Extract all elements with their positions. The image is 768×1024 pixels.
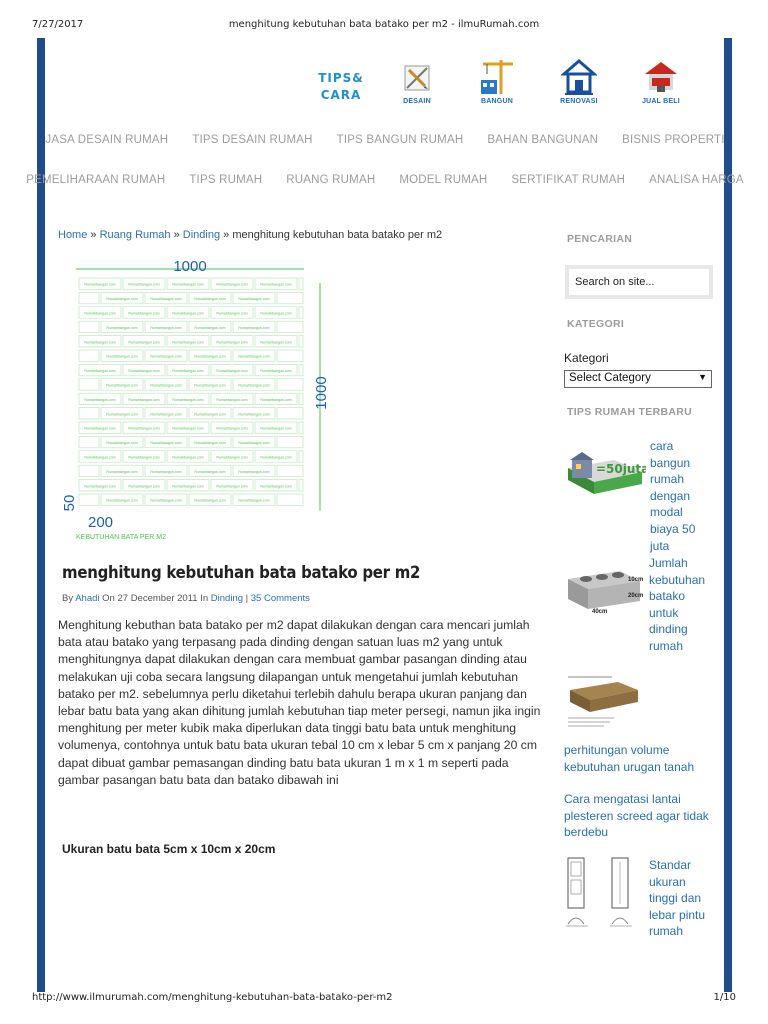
sidebar-post-title-3: perhitungan volume kebutuhan urugan tanah <box>564 743 695 774</box>
brick-label: Rumahbangun.com <box>172 340 204 345</box>
menu-item-ruang-rumah[interactable]: RUANG RUMAH <box>286 174 376 186</box>
brick-label: Rumahbangun.com <box>84 397 116 402</box>
brick <box>277 379 303 390</box>
brick-wall-svg <box>58 255 338 550</box>
brick <box>79 350 99 361</box>
header-link-desain[interactable] <box>392 58 442 110</box>
brick <box>277 321 303 332</box>
diagram-caption: KEBUTUHAN BATA PER M2 <box>76 534 166 541</box>
brick-rows <box>79 278 303 505</box>
brick-label: Rumahbangun.com <box>260 426 292 431</box>
brick-label: Rumahbangun.com <box>106 354 138 359</box>
brick-wall-diagram <box>58 255 338 550</box>
brick-label: Rumahbangun.com <box>238 354 270 359</box>
sidebar-post-title-5: Standar ukuran tinggi dan lebar pintu rumah <box>649 858 706 939</box>
logo-line-1: TIPS& <box>318 71 364 85</box>
header-link-jual-beli[interactable] <box>636 58 686 110</box>
brick-label: Rumahbangun.com <box>106 498 138 503</box>
brick-label: Rumahbangun.com <box>260 340 292 345</box>
menu-item-model-rumah[interactable]: MODEL RUMAH <box>399 174 488 186</box>
thumb-dim-20cm: 20cm <box>628 593 644 599</box>
brick-label: Rumahbangun.com <box>128 426 160 431</box>
menu-item-jasa-desain-rumah[interactable]: JASA DESAIN RUMAH <box>45 134 169 146</box>
menu-item-bahan-bangunan[interactable]: BAHAN BANGUNAN <box>487 134 599 146</box>
brick <box>299 480 303 491</box>
dropdown-arrow-icon: ▼ <box>698 372 707 382</box>
post-body: Menghitung kebuthan bata batako per m2 dapat dilakukan dengan cara mencari jumlah bata atau batako yang terpasang pada dinding dengan satuan luas m2 yang untuk menghitungnya dapat dilakukan dengan cara membuat gambar pasangan dinding atau melakukan uji coba secara langsung dilapangan untuk mengetahui jumlah kebutuhan batako per m2. sebelumnya perlu diketahui terlebih dahulu berapa ukuran panjang dan lebar batu bata yang akan dihitung jumlah kebutuhan tiap meter persegi, namun jika ingin menghitung per meter kubik maka diperlukan data tinggi batu bata untuk menghitung volumenya, contohnya untuk batu bata ukuran tebal 10 cm x lebar 5 cm x panjang 20 cm dapat dibuat gambar pemasangan dinding batu bata ukuran 1 m x 1 m seperti pada gambar pasangan batu bata dan batako dibawah ini <box>58 618 541 787</box>
house-sale-icon <box>643 58 679 96</box>
brick-label: Rumahbangun.com <box>260 484 292 489</box>
brick-label: Rumahbangun.com <box>216 484 248 489</box>
brick-label: Rumahbangun.com <box>172 455 204 460</box>
brick-label: Rumahbangun.com <box>84 484 116 489</box>
brick-label: Rumahbangun.com <box>194 498 226 503</box>
brick-label: Rumahbangun.com <box>260 397 292 402</box>
breadcrumb <box>58 229 442 241</box>
top-dimension-label: 1000 <box>173 258 207 275</box>
post-title: menghitung kebutuhan bata batako per m2 <box>62 563 421 583</box>
brick-label: Rumahbangun.com <box>194 469 226 474</box>
print-date: 7/27/2017 <box>32 19 84 30</box>
post-thumb-house-50juta[interactable] <box>564 438 646 498</box>
brick-label: Rumahbangun.com <box>216 369 248 374</box>
sidebar-post-link-4[interactable] <box>564 791 714 841</box>
breadcrumb-home-link[interactable]: Home <box>58 229 88 241</box>
breadcrumb-separator: » <box>90 229 97 241</box>
brick <box>299 364 303 375</box>
print-page-number: 1/10 <box>713 992 736 1003</box>
brick <box>299 451 303 462</box>
brick-label: Rumahbangun.com <box>128 340 160 345</box>
menu-item-tips-rumah[interactable]: TIPS RUMAH <box>189 174 263 186</box>
brick-label: Rumahbangun.com <box>128 455 160 460</box>
thumb-dim-10cm: 10cm <box>628 577 644 583</box>
brick-label: Rumahbangun.com <box>84 369 116 374</box>
brick <box>277 436 303 447</box>
brick <box>299 393 303 404</box>
brick-label: Rumahbangun.com <box>172 311 204 316</box>
brick-label: Rumahbangun.com <box>84 455 116 460</box>
brick-label: Rumahbangun.com <box>194 354 226 359</box>
brick-label: Rumahbangun.com <box>84 282 116 287</box>
sidebar-post-link-2[interactable] <box>649 555 715 655</box>
brick-label: Rumahbangun.com <box>194 297 226 302</box>
brick-label: Rumahbangun.com <box>128 311 160 316</box>
brick-label: Rumahbangun.com <box>172 369 204 374</box>
menu-item-sertifikat-rumah[interactable]: SERTIFIKAT RUMAH <box>511 174 626 186</box>
brick <box>277 465 303 476</box>
category-select[interactable] <box>564 370 712 388</box>
breadcrumb-current: menghitung kebutuhan bata batako per m2 <box>232 229 443 241</box>
brick-label: Rumahbangun.com <box>172 282 204 287</box>
meta-by: By <box>62 593 74 604</box>
header-label-bangun: BANGUN <box>481 98 513 105</box>
main-menu-row-2 <box>26 174 744 186</box>
breadcrumb-dinding-link[interactable]: Dinding <box>182 229 221 241</box>
brick-label: Rumahbangun.com <box>260 455 292 460</box>
brick-label: Rumahbangun.com <box>172 426 204 431</box>
brick-label: Rumahbangun.com <box>106 297 138 302</box>
search-box <box>565 265 713 299</box>
brick-label: Rumahbangun.com <box>216 426 248 431</box>
sidebar-post-link-1a[interactable] <box>650 438 714 554</box>
brick-label: Rumahbangun.com <box>150 441 182 446</box>
brick <box>79 292 99 303</box>
brick <box>79 408 99 419</box>
brick-label: Rumahbangun.com <box>84 311 116 316</box>
header-label-renovasi: RENOVASI <box>560 98 598 105</box>
header-label-desain: DESAIN <box>403 98 431 105</box>
post-thumb-pintu[interactable] <box>564 856 644 936</box>
brick-label: Rumahbangun.com <box>106 325 138 330</box>
sidebar-post-link-3[interactable] <box>564 742 714 775</box>
brick-label: Rumahbangun.com <box>106 412 138 417</box>
print-url: http://www.ilmurumah.com/menghitung-kebutuhan-bata-batako-per-m2 <box>32 992 393 1003</box>
brick-label: Rumahbangun.com <box>150 412 182 417</box>
comments-link[interactable]: 35 Comments <box>250 593 310 604</box>
left-dimension-label: 50 <box>61 494 78 512</box>
brick-label: Rumahbangun.com <box>238 325 270 330</box>
brick-label: Rumahbangun.com <box>238 498 270 503</box>
brick-label: Rumahbangun.com <box>216 340 248 345</box>
post-thumb-urugan-tanah[interactable] <box>564 672 644 730</box>
brick-label: Rumahbangun.com <box>238 469 270 474</box>
brick <box>299 422 303 433</box>
right-dimension-label: 1000 <box>313 376 330 410</box>
brick-label: Rumahbangun.com <box>238 383 270 388</box>
brick-label: Rumahbangun.com <box>216 282 248 287</box>
search-widget-title: PENCARIAN <box>567 233 633 245</box>
brick-label: Rumahbangun.com <box>128 397 160 402</box>
brick-label: Rumahbangun.com <box>84 426 116 431</box>
crane-icon <box>479 58 515 96</box>
site-logo[interactable] <box>316 70 366 104</box>
brick-label: Rumahbangun.com <box>128 484 160 489</box>
brick <box>79 494 99 505</box>
menu-item-analisa-harga[interactable]: ANALISA HARGA <box>649 174 744 186</box>
brick <box>299 307 303 318</box>
brick-label: Rumahbangun.com <box>238 297 270 302</box>
brick <box>277 292 303 303</box>
brick-label: Rumahbangun.com <box>216 397 248 402</box>
brick-label: Rumahbangun.com <box>216 311 248 316</box>
author-link[interactable]: Ahadi <box>75 593 100 604</box>
brick <box>79 321 99 332</box>
brick-label: Rumahbangun.com <box>238 441 270 446</box>
brick-label: Rumahbangun.com <box>150 383 182 388</box>
menu-item-bisnis-properti[interactable]: BISNIS PROPERTI <box>622 134 725 146</box>
brick-label: Rumahbangun.com <box>172 484 204 489</box>
print-header <box>0 19 768 33</box>
menu-item-tips-bangun-rumah[interactable]: TIPS BANGUN RUMAH <box>336 134 464 146</box>
brick-label: Rumahbangun.com <box>128 282 160 287</box>
brick-label: Rumahbangun.com <box>128 369 160 374</box>
thumb-price-label: =50juta <box>596 462 646 476</box>
breadcrumb-ruang-rumah-link[interactable]: Ruang Rumah <box>99 229 171 241</box>
brick-label: Rumahbangun.com <box>84 340 116 345</box>
logo-line-2: CARA <box>320 88 362 102</box>
pencil-ruler-icon <box>399 58 435 96</box>
brick-label: Rumahbangun.com <box>150 297 182 302</box>
sidebar-post-title-4: Cara mengatasi lantai plesteren screed agar tidak berdebu <box>564 792 709 840</box>
brick-label: Rumahbangun.com <box>106 441 138 446</box>
brick <box>299 336 303 347</box>
brick <box>299 278 303 289</box>
header-link-bangun[interactable] <box>472 58 522 110</box>
print-footer <box>0 992 768 1006</box>
brick-label: Rumahbangun.com <box>194 325 226 330</box>
category-select-value: Select Category <box>569 372 651 384</box>
brick <box>79 379 99 390</box>
brick-label: Rumahbangun.com <box>260 369 292 374</box>
post-meta <box>62 593 310 604</box>
brick-label: Rumahbangun.com <box>150 354 182 359</box>
brick-label: Rumahbangun.com <box>172 397 204 402</box>
brick <box>277 408 303 419</box>
post-thumb-batako[interactable] <box>564 565 644 615</box>
sidebar-post-link-5[interactable] <box>649 857 715 940</box>
sidebar-post-title-2: Jumlah kebutuhan batako untuk dinding rumah <box>649 556 706 653</box>
brick-label: Rumahbangun.com <box>150 498 182 503</box>
main-menu-row-1 <box>45 134 725 146</box>
brick-label: Rumahbangun.com <box>194 441 226 446</box>
brick-label: Rumahbangun.com <box>238 412 270 417</box>
category-link[interactable]: Dinding <box>210 593 244 604</box>
header-link-renovasi[interactable] <box>554 58 604 110</box>
print-title: menghitung kebutuhan bata batako per m2 - ilmuRumah.com <box>228 19 540 30</box>
brick <box>277 494 303 505</box>
brick-label: Rumahbangun.com <box>260 282 292 287</box>
brick-label: Rumahbangun.com <box>106 469 138 474</box>
tips-widget-title: TIPS RUMAH TERBARU <box>567 406 692 418</box>
brick <box>79 465 99 476</box>
breadcrumb-separator: » <box>223 229 230 241</box>
brick-label: Rumahbangun.com <box>150 325 182 330</box>
brick-label: Rumahbangun.com <box>194 383 226 388</box>
brick-label: Rumahbangun.com <box>216 455 248 460</box>
menu-item-tips-desain-rumah[interactable]: TIPS DESAIN RUMAH <box>192 134 313 146</box>
brick-label: Rumahbangun.com <box>150 469 182 474</box>
meta-date: On 27 December 2011 In <box>102 593 209 604</box>
search-input[interactable] <box>569 269 709 295</box>
kategori-label: Kategori <box>564 351 609 365</box>
house-renovation-icon <box>561 58 597 96</box>
breadcrumb-separator: » <box>173 229 180 241</box>
brick <box>79 436 99 447</box>
brick-label: Rumahbangun.com <box>260 311 292 316</box>
brick <box>277 350 303 361</box>
brick-label: Rumahbangun.com <box>194 412 226 417</box>
menu-item-pemeliharaan-rumah[interactable]: PEMELIHARAAN RUMAH <box>26 174 166 186</box>
brick-label: Rumahbangun.com <box>106 383 138 388</box>
header-label-jual-beli: JUAL BELI <box>642 98 680 105</box>
sidebar-post-title-1: cara bangun rumah dengan modal biaya 50 juta <box>650 439 696 553</box>
bottom-dimension-label: 200 <box>88 514 114 531</box>
meta-separator: | <box>245 593 249 604</box>
kategori-widget-title: KATEGORI <box>567 318 625 330</box>
brick-size-heading: Ukuran batu bata 5cm x 10cm x 20cm <box>62 842 276 856</box>
thumb-dim-40cm: 40cm <box>592 609 608 615</box>
